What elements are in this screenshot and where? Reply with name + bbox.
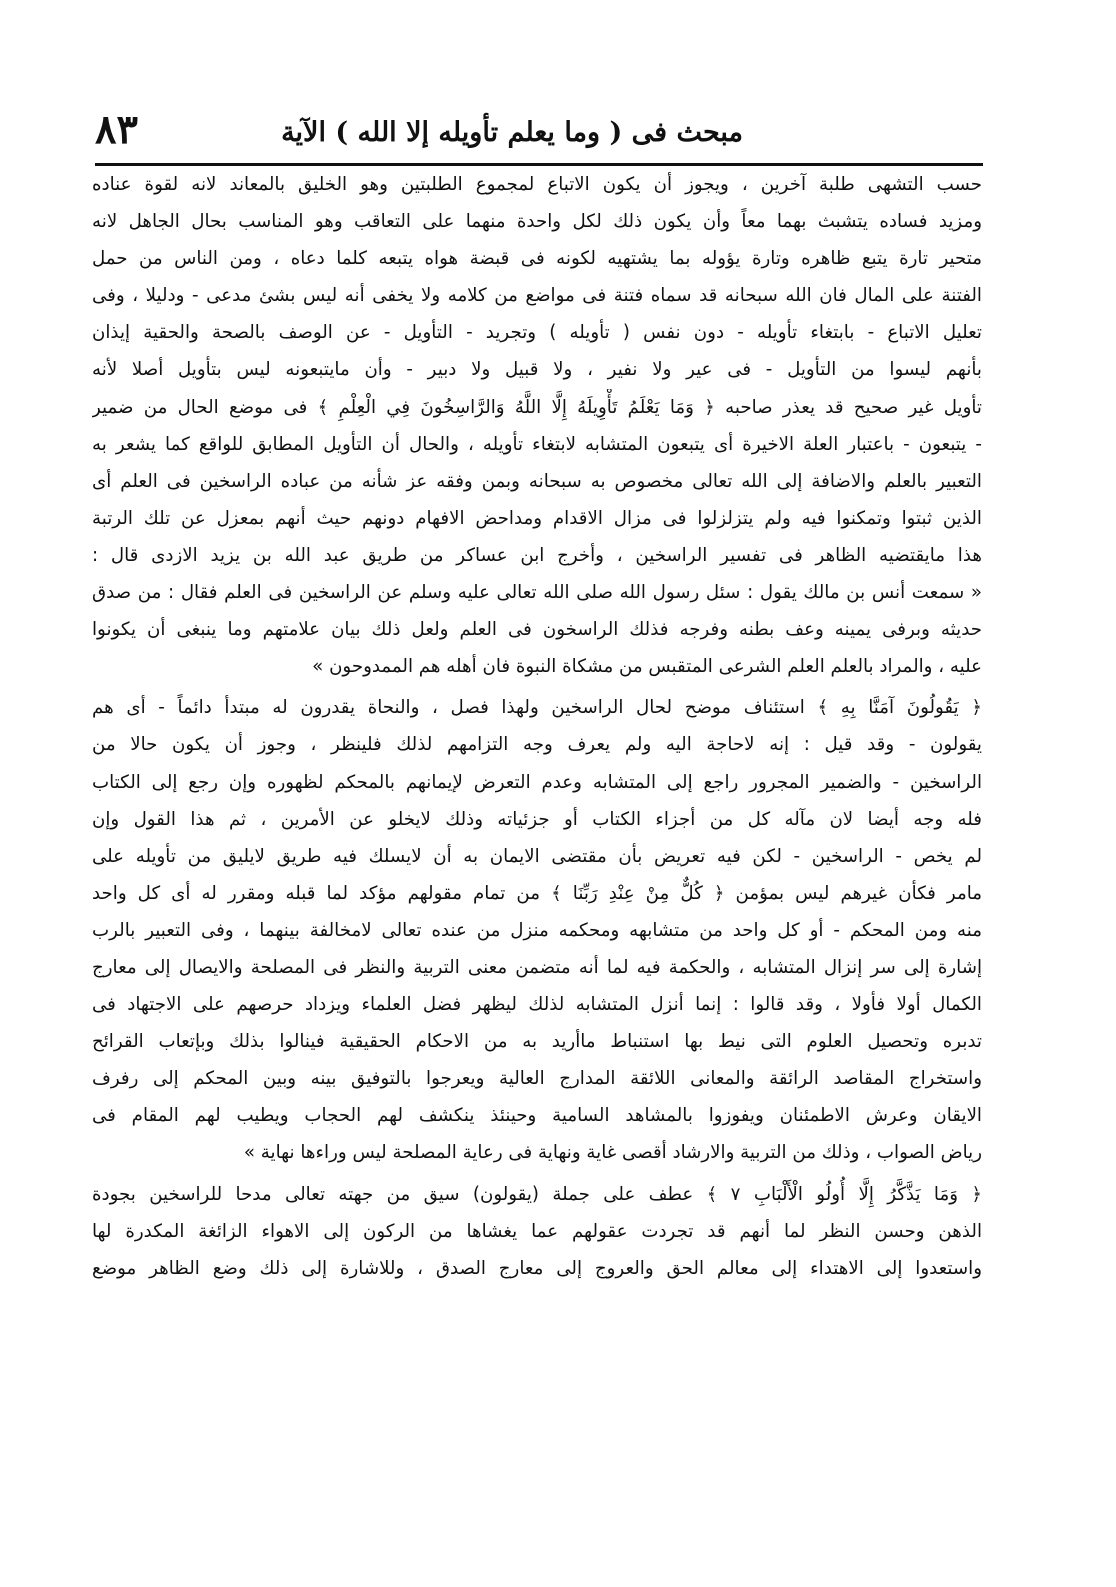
text-line: واستخراج المقاصد الرائقة والمعانى اللائقة المدارج العالية ويعرجوا بالتوفيق بينه وبين المحكم إلى رفرف: [92, 1068, 982, 1090]
text-line: يقولون - وقد قيل : إنه لاحاجة اليه ولم يعرف وجه التزامهم لذلك فلينظر ، وجوز أن يكون حالا من: [92, 734, 982, 756]
text-line: تعليل الاتباع - بابتغاء تأويله - دون نفس ( تأويله ) وتجريد - التأويل - عن الوصف بالصحة والحقية إيذان: [92, 322, 982, 344]
text-line: « سمعت أنس بن مالك يقول : سئل رسول الله صلى الله تعالى عليه وسلم عن الراسخين فى العلم فقال : من صدق: [92, 582, 982, 604]
text-line: منه ومن المحكم - أو كل واحد من متشابهه ومحكمه منزل من عنده تعالى لامخالفة بينهما ، وفى التعبير بالرب: [92, 919, 982, 941]
text-line: لم يخص - الراسخين - لكن فيه تعريض بأن مقتضى الايمان به أن لايسلك فيه طريق لايليق من تأويله على: [92, 845, 982, 867]
text-line: ومزيد فساده يتشبث بهما معاً وأن يكون ذلك لكل واحدة منهما على التعاقب وهو المناسب بحال الجاهل لانه: [92, 211, 982, 233]
body-text: [92, 166, 982, 1287]
text-line: حسب التشهى طلبة آخرين ، ويجوز أن يكون الاتباع لمجموع الطلبتين وهو الخليق بالمعاند لانه لقوة عناده: [92, 174, 982, 195]
text-line: واستعدوا إلى الاهتداء إلى معالم الحق والعروج إلى معارج الصدق ، وللاشارة إلى ذلك وضع الظاهر موضع: [92, 1257, 982, 1279]
text-line: بأنهم ليسوا من التأويل - فى عير ولا نفير ، ولا قبيل ولا دبير - وأن مايتبعونه ليس بتأويل أصلا لأنه: [92, 359, 982, 381]
text-line: الكمال أولا فأولا ، وقد قالوا : إنما أنزل المتشابه لذلك ليظهر فضل العلماء ويزداد حرصهم على الاجتهاد فى: [92, 994, 982, 1016]
text-line: فله وجه أيضا لان مآله كل من أجزاء الكتاب أو جزئياته وذلك لايخلو عن الأمرين ، ثم هذا القول وإن: [92, 808, 982, 830]
text-line: الفتنة على المال فان الله سبحانه قد سماه فتنة فى مواضع من كلامه ولا يخفى أنه ليس بشئ مدعى - ودليلا ، وفى: [92, 285, 982, 307]
text-line: - يتبعون - باعتبار العلة الاخيرة أى يتبعون المتشابه لابتغاء تأويله ، والحال أن التأويل المطابق للواقع كما يشعر به: [92, 433, 982, 455]
text-line: ﴿ يَقُولُونَ آمَنَّا بِهِ ﴾ استئناف موضح لحال الراسخين ولهذا فصل ، والنحاة يقدرون له مبتدأ دائماً - أى هم: [92, 697, 982, 719]
running-title: مبحث فى ( وما يعلم تأويله إلا الله ) الآية: [281, 117, 743, 148]
text-line: التعبير بالعلم والاضافة إلى الله تعالى مخصوص به سبحانه وبمن وفقه عز شأنه من عباده الراسخين فى العلم أى: [92, 470, 982, 492]
text-line: الايقان وعرش الاطمئنان ويفوزوا بالمشاهد السامية وحينئذ ينكشف لهم الحجاب ويطيب لهم المقام فى: [92, 1105, 982, 1127]
paragraph: [92, 166, 982, 685]
page-number: ٨٣: [95, 106, 138, 153]
text-line: تأويل غير صحيح قد يعذر صاحبه ﴿ وَمَا يَعْلَمُ تَأْوِيلَهُ إِلَّا اللَّهُ وَالرَّاسِخُونَ فِي الْعِلْمِ ﴾ فى موضع الحال من ضمير: [92, 396, 982, 418]
text-line: إشارة إلى سر إنزال المتشابه ، والحكمة فيه لما أنه متضمن معنى التربية والنظر فى المصلحة والايصال إلى معارج: [92, 956, 982, 978]
text-line: حديثه وبرفى يمينه وعف بطنه وفرجه فذلك الراسخون فى العلم ولعل ذلك بيان علامتهم وما ينبغى أن يكونوا: [92, 619, 982, 641]
text-line: الذهن وحسن النظر لما أنهم قد تجردت عقولهم عما يغشاها من الركون إلى الاهواء الزائغة المكدرة لها: [92, 1220, 982, 1242]
text-line: مامر فكأن غيرهم ليس بمؤمن ﴿ كُلٌّ مِنْ عِنْدِ رَبِّنَا ﴾ من تمام مقولهم مؤكد لما قبله ومقرر له أى كل واحد: [92, 882, 982, 904]
page-header: [95, 108, 983, 162]
text-line: رياض الصواب ، وذلك من التربية والارشاد أقصى غاية ونهاية فى رعاية المصلحة ليس وراءها نهاية »: [243, 1142, 982, 1164]
text-line: الراسخين - والضمير المجرور راجع إلى المتشابه وعدم التعرض لإيمانهم بالمحكم لظهوره وإن رجع إلى الكتاب: [92, 771, 982, 793]
paragraph: [92, 1176, 982, 1287]
text-line: الذين ثبتوا وتمكنوا فيه ولم يتزلزلوا فى مزال الاقدام ومداحض الافهام دونهم حيث أنهم بمعزل عن تلك الرتبة: [92, 507, 982, 529]
text-line: تدبره وتحصيل العلوم التى نيط بها استنباط ماأريد به من الاحكام الحقيقية فينالوا بذلك وبإتعاب القرائح: [92, 1031, 982, 1053]
text-line: ﴿ وَمَا يَذَّكَّرُ إِلَّا أُولُو الْأَلْبَابِ ٧ ﴾ عطف على جملة (يقولون) سيق من جهته تعالى مدحا للراسخين بجودة: [92, 1183, 982, 1205]
text-line: متحير تارة يتبع ظاهره وتارة يؤوله بما يشتهيه لكونه فى قبضة هواه يتبعه كلما دعاه ، ومن الناس من حمل: [92, 248, 982, 270]
text-line: عليه ، والمراد بالعلم العلم الشرعى المتقبس من مشكاة النبوة فان أهله هم الممدوحون »: [312, 656, 982, 678]
text-line: هذا مايقتضيه الظاهر فى تفسير الراسخين ، وأخرج ابن عساكر من طريق عبد الله بن يزيد الازدى قال :: [92, 544, 982, 566]
paragraph: [92, 689, 982, 1171]
